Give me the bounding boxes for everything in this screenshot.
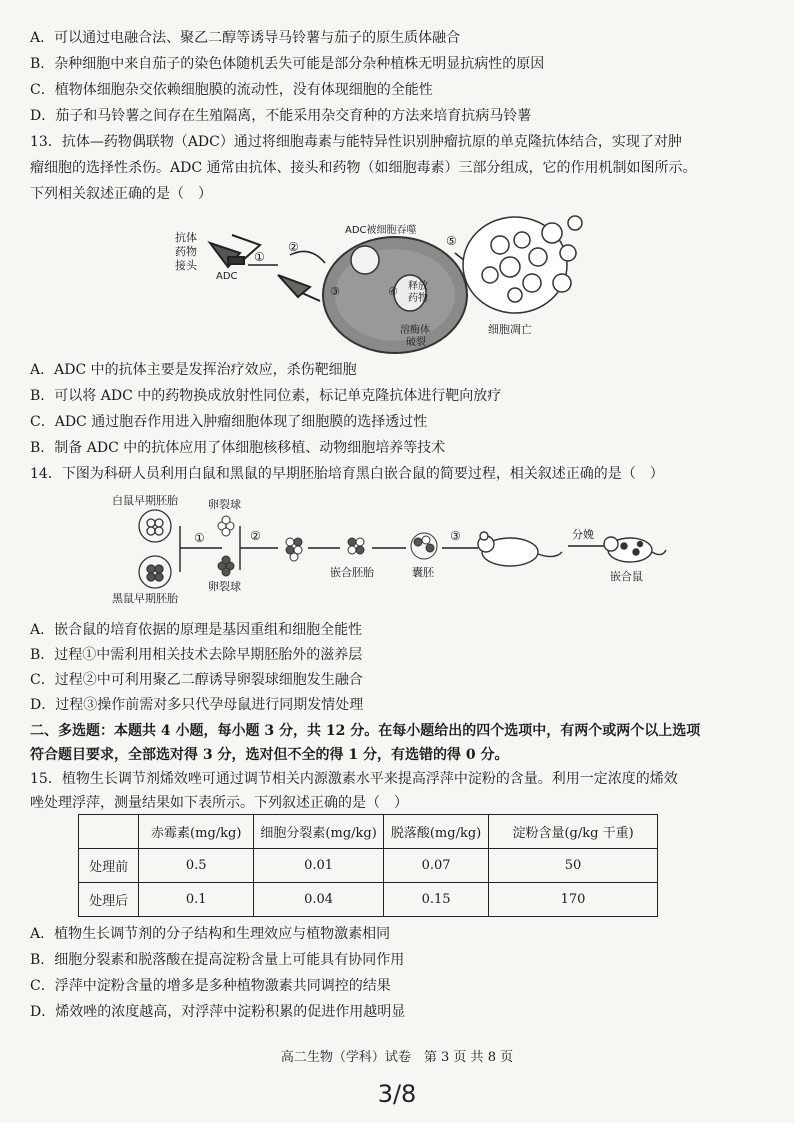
label-release-2: 药物 — [408, 293, 428, 304]
label-chimera-mouse: 嵌合鼠 — [610, 570, 643, 583]
blastocyst-icon — [411, 533, 437, 559]
chimera-mouse-figure — [110, 490, 670, 610]
label-black-embryo: 黑鼠早期胚胎 — [112, 592, 178, 605]
label-antibody: 抗体 — [175, 231, 197, 244]
q15-option-c: C．浮萍中淀粉含量的增多是多种植物激素共同调控的结果 — [30, 978, 391, 994]
label-lyso-1: 溶酶体 — [400, 325, 430, 336]
label-white-embryo: 白鼠早期胚胎 — [112, 494, 178, 507]
q14-step-1: ① — [194, 531, 205, 545]
q13-stem-line2: 瘤细胞的选择性杀伤。ADC 通常由抗体、接头和药物（如细胞毒素）三部分组成，它的作用机制如图所示。 — [30, 160, 697, 176]
adc-mechanism-figure — [170, 205, 610, 355]
step-1: ① — [254, 250, 265, 264]
q14-option-b: B．过程①中需利用相关技术去除早期胚胎外的滋养层 — [30, 647, 363, 663]
q13-option-b: B．可以将 ADC 中的药物换成放射性同位素，标记单克隆抗体进行靶向放疗 — [30, 388, 502, 404]
table-header-row — [79, 815, 658, 849]
q15-option-a: A．植物生长调节剂的分子结构和生理效应与植物激素相同 — [30, 926, 391, 942]
table-row — [79, 849, 658, 883]
q14-step-2: ② — [250, 529, 261, 543]
section2-line1: 二、多选题：本题共 4 小题，每小题 3 分，共 12 分。在每小题给出的四个选项中，有两个或两个以上选项 — [30, 723, 701, 739]
q13-stem-line3: 下列相关叙述正确的是（ ） — [30, 186, 212, 202]
hormone-table — [78, 814, 658, 917]
apoptotic-cell-icon — [463, 216, 582, 313]
page-footer: 高二生物（学科）试卷 第 3 页 共 8 页 — [280, 1050, 514, 1065]
table-cell: 0.07 — [383, 849, 488, 883]
step-3: ③ — [330, 285, 340, 298]
q12-option-d: D．茄子和马铃薯之间存在生殖隔离，不能采用杂交育种的方法来培育抗病马铃薯 — [30, 108, 532, 124]
q12-option-c: C．植物体细胞杂交依赖细胞膜的流动性，没有体现细胞的全能性 — [30, 82, 433, 98]
q14-option-d: D．过程③操作前需对多只代孕母鼠进行同期发情处理 — [30, 697, 364, 713]
q15-stem-line2: 唑处理浮萍，测量结果如下表所示。下列叙述正确的是（ ） — [30, 795, 408, 811]
label-apoptosis: 细胞凋亡 — [488, 323, 532, 336]
q14-step-3: ③ — [450, 529, 461, 543]
label-delivery: 分娩 — [572, 528, 594, 541]
label-blastomere-bottom: 卵裂球 — [208, 580, 241, 593]
q14-option-c: C．过程②中可利用聚乙二醇诱导卵裂球细胞发生融合 — [30, 672, 363, 688]
table-cell: 170 — [489, 883, 658, 917]
table-header-cell: 赤霉素(mg/kg) — [139, 815, 254, 849]
table-header-cell — [79, 815, 139, 849]
black-embryo-icon — [139, 556, 171, 588]
step-2: ② — [288, 240, 299, 254]
q13-option-c: C．ADC 通过胞吞作用进入肿瘤细胞体现了细胞膜的选择透过性 — [30, 414, 428, 430]
table-cell: 0.01 — [254, 849, 384, 883]
q13-option-a: A．ADC 中的抗体主要是发挥治疗效应，杀伤靶细胞 — [30, 362, 357, 378]
table-header-cell: 淀粉含量(g/kg 干重) — [489, 815, 658, 849]
table-cell: 0.15 — [383, 883, 488, 917]
chimera-mouse-icon — [604, 537, 666, 562]
table-cell: 处理前 — [79, 849, 139, 883]
q15-stem-line1: 15．植物生长调节剂烯效唑可通过调节相关内源激素水平来提高浮萍中淀粉的含量。利用一定浓度的烯效 — [30, 771, 678, 787]
vesicle — [351, 246, 379, 274]
step-5: ⑤ — [446, 234, 457, 248]
label-blastomere-top: 卵裂球 — [208, 498, 241, 511]
table-cell: 0.04 — [254, 883, 384, 917]
q13-stem-line1: 13．抗体—药物偶联物（ADC）通过将细胞毒素与能特异性识别肿瘤抗原的单克隆抗体结合，实现了对肿 — [30, 134, 682, 150]
blastomere-white-icon — [218, 516, 234, 536]
q14-stem: 14．下图为科研人员利用白鼠和黑鼠的早期胚胎培育黑白嵌合鼠的简要过程，相关叙述正确的是（ ） — [30, 466, 664, 482]
white-embryo-icon — [139, 510, 171, 542]
blastomere-black-icon — [218, 556, 234, 576]
table-cell: 50 — [489, 849, 658, 883]
fused-embryo-icon — [286, 538, 302, 561]
label-linker: 接头 — [175, 259, 197, 272]
q12-option-b: B．杂种细胞中来自茄子的染色体随机丢失可能是部分杂种植株无明显抗病性的原因 — [30, 56, 545, 72]
table-header-cell: 脱落酸(mg/kg) — [383, 815, 488, 849]
q15-option-d: D．烯效唑的浓度越高，对浮萍中淀粉积累的促进作用越明显 — [30, 1004, 406, 1020]
table-row — [79, 883, 658, 917]
step-4: ④ — [388, 285, 398, 298]
q14-option-a: A．嵌合鼠的培育依据的原理是基因重组和细胞全能性 — [30, 622, 363, 638]
label-blastocyst: 囊胚 — [412, 566, 434, 579]
label-chimera-embryo: 嵌合胚胎 — [330, 566, 374, 579]
surrogate-mouse-icon — [478, 532, 562, 566]
table-header-cell: 细胞分裂素(mg/kg) — [254, 815, 384, 849]
chimera-embryo-icon — [348, 538, 364, 554]
adc-molecule-icon — [210, 235, 260, 267]
label-release-1: 释放 — [408, 281, 428, 292]
label-engulfed: ADC被细胞吞噬 — [345, 225, 417, 236]
q12-option-a: A．可以通过电融合法、聚乙二醇等诱导马铃薯与茄子的原生质体融合 — [30, 30, 461, 46]
table-cell: 0.1 — [139, 883, 254, 917]
section2-line2: 符合题目要求，全部选对得 3 分，选对但不全的得 1 分，有选错的得 0 分。 — [30, 747, 509, 763]
q15-option-b: B．细胞分裂素和脱落酸在提高淀粉含量上可能具有协同作用 — [30, 952, 405, 968]
q13-option-d: B．制备 ADC 中的抗体应用了体细胞核移植、动物细胞培养等技术 — [30, 440, 446, 456]
page-indicator: 3/8 — [377, 1080, 417, 1108]
label-drug: 药物 — [175, 245, 197, 258]
table-cell: 0.5 — [139, 849, 254, 883]
table-cell: 处理后 — [79, 883, 139, 917]
label-adc: ADC — [216, 271, 238, 282]
label-lyso-2: 破裂 — [406, 337, 426, 348]
